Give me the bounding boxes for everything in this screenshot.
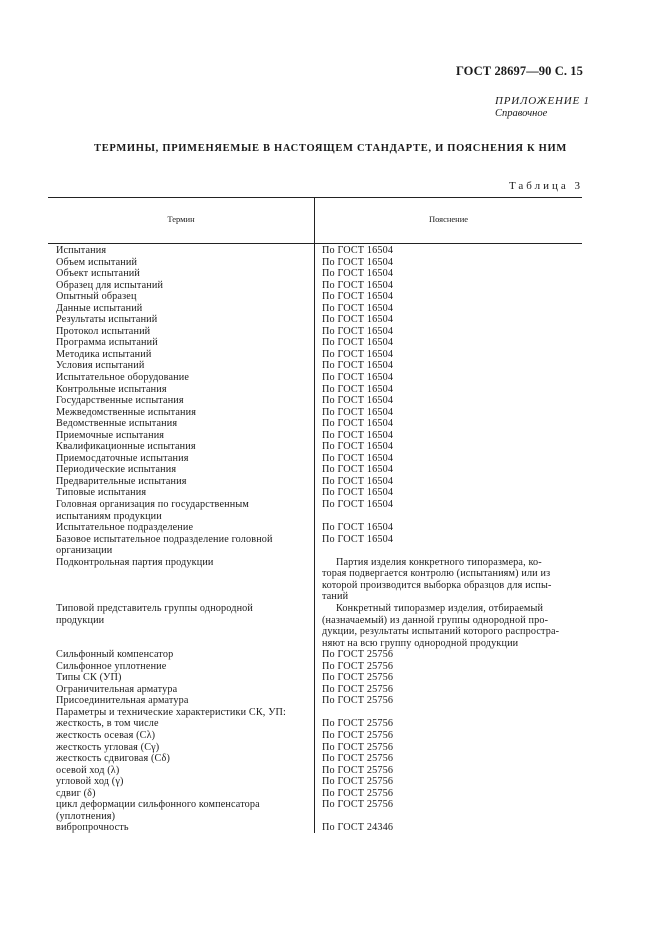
explanation-cell (314, 649, 582, 661)
explanation-cell (314, 384, 582, 396)
term-line: Испытательное подразделение (56, 522, 194, 534)
explanation-line: По ГОСТ 16504 (322, 499, 394, 511)
term-cell (48, 499, 314, 522)
term-cell (48, 291, 314, 303)
term-cell (48, 453, 314, 465)
term-line: Предварительные испытания (56, 475, 187, 487)
explanation-line: По ГОСТ 25756 (322, 683, 394, 695)
explanation-line: (назначаемый) из данной группы однородной про- (322, 614, 549, 626)
explanation-cell (314, 372, 582, 384)
explanation-line: По ГОСТ 16504 (322, 383, 394, 395)
term-line: Условия испытаний (56, 360, 145, 372)
explanation-line: По ГОСТ 16504 (322, 291, 394, 303)
term-cell (48, 441, 314, 453)
term-line: Программа испытаний (56, 337, 158, 349)
explanation-line: По ГОСТ 25756 (322, 672, 394, 684)
table-row (48, 534, 582, 557)
term-cell (48, 776, 314, 788)
explanation-cell (314, 337, 582, 349)
column-header-explanation: Пояснение (428, 214, 469, 224)
table-row (48, 418, 582, 430)
explanation-line: которой производится выборка образцов для испы- (322, 579, 552, 591)
term-cell (48, 753, 314, 765)
explanation-line: По ГОСТ 16504 (322, 256, 394, 268)
explanation-line: таний (322, 591, 349, 603)
explanation-cell (314, 453, 582, 465)
explanation-cell (314, 441, 582, 453)
term-line: Типовой представитель группы однородной (56, 602, 254, 614)
term-line: Протокол испытаний (56, 325, 151, 337)
explanation-cell (314, 280, 582, 292)
explanation-line: По ГОСТ 16504 (322, 314, 394, 326)
explanation-line: Конкретный типоразмер изделия, отбираемый (336, 602, 544, 614)
explanation-cell (314, 730, 582, 742)
term-cell (48, 672, 314, 684)
explanation-line: дукции, результаты испытаний которого распростра- (322, 626, 560, 638)
explanation-cell (314, 707, 582, 719)
table-row (48, 384, 582, 396)
explanation-cell (314, 291, 582, 303)
table-row (48, 649, 582, 661)
explanation-line: По ГОСТ 24346 (322, 822, 394, 834)
term-line: Приемочные испытания (56, 429, 165, 441)
term-cell (48, 718, 314, 730)
term-cell (48, 603, 314, 649)
explanation-line: По ГОСТ 16504 (322, 279, 394, 291)
explanation-cell (314, 245, 582, 257)
term-cell (48, 245, 314, 257)
term-cell (48, 418, 314, 430)
term-line: жесткость сдвиговая (Cδ) (56, 753, 170, 765)
explanation-line: По ГОСТ 16504 (322, 452, 394, 464)
term-line: (уплотнения) (56, 810, 116, 822)
table-row (48, 661, 582, 673)
explanation-cell (314, 753, 582, 765)
term-line: вибропрочность (56, 822, 129, 834)
table-row (48, 684, 582, 696)
term-line: Ведомственные испытания (56, 418, 178, 430)
explanation-cell (314, 684, 582, 696)
term-line: Контрольные испытания (56, 383, 167, 395)
explanation-cell (314, 257, 582, 269)
explanation-cell (314, 534, 582, 557)
table-row (48, 314, 582, 326)
term-cell (48, 476, 314, 488)
explanation-line: По ГОСТ 16504 (322, 325, 394, 337)
term-cell (48, 765, 314, 777)
explanation-line: По ГОСТ 25756 (322, 799, 394, 811)
term-line: Государственные испытания (56, 395, 184, 407)
table-row (48, 291, 582, 303)
table-row (48, 718, 582, 730)
appendix-type: Справочное (495, 108, 548, 119)
table-row (48, 268, 582, 280)
term-cell (48, 522, 314, 534)
term-cell (48, 349, 314, 361)
explanation-cell (314, 765, 582, 777)
table-row (48, 603, 582, 649)
term-line: Головная организация по государственным (56, 499, 249, 511)
table-row (48, 453, 582, 465)
explanation-cell (314, 407, 582, 419)
explanation-cell (314, 268, 582, 280)
term-cell (48, 268, 314, 280)
term-cell (48, 407, 314, 419)
explanation-line: По ГОСТ 25756 (322, 741, 394, 753)
explanation-line: По ГОСТ 25756 (322, 718, 394, 730)
table-row (48, 557, 582, 603)
terms-table (48, 197, 582, 833)
term-line: организации (56, 545, 113, 557)
term-line: жесткость осевая (Cλ) (56, 729, 156, 741)
explanation-line: По ГОСТ 16504 (322, 406, 394, 418)
term-cell (48, 372, 314, 384)
explanation-line: По ГОСТ 25756 (322, 753, 394, 765)
table-body (48, 245, 582, 834)
term-cell (48, 707, 314, 719)
table-row (48, 730, 582, 742)
term-cell (48, 280, 314, 292)
term-cell (48, 464, 314, 476)
term-cell (48, 314, 314, 326)
table-number: Таблица 3 (508, 180, 583, 192)
explanation-line: По ГОСТ 16504 (322, 245, 394, 256)
term-cell (48, 730, 314, 742)
term-cell (48, 661, 314, 673)
explanation-cell (314, 303, 582, 315)
table-row (48, 695, 582, 707)
explanation-line: По ГОСТ 25756 (322, 649, 394, 661)
table-row (48, 707, 582, 719)
table-row (48, 799, 582, 822)
term-line: Опытный образец (56, 291, 137, 303)
table-row (48, 360, 582, 372)
explanation-line: Партия изделия конкретного типоразмера, ко- (336, 556, 542, 568)
explanation-line: По ГОСТ 25756 (322, 787, 394, 799)
table-top-rule (48, 197, 582, 198)
standard-page-number: ГОСТ 28697—90 С. 15 (455, 64, 583, 78)
explanation-line: По ГОСТ 16504 (322, 348, 394, 360)
explanation-line: По ГОСТ 25756 (322, 729, 394, 741)
table-row (48, 742, 582, 754)
explanation-line: По ГОСТ 16504 (322, 441, 394, 453)
explanation-line: По ГОСТ 16504 (322, 464, 394, 476)
explanation-cell (314, 661, 582, 673)
table-row (48, 464, 582, 476)
explanation-cell (314, 464, 582, 476)
term-cell (48, 695, 314, 707)
table-row (48, 395, 582, 407)
explanation-line: По ГОСТ 25756 (322, 776, 394, 788)
explanation-line: По ГОСТ 16504 (322, 475, 394, 487)
explanation-cell (314, 603, 582, 649)
term-cell (48, 326, 314, 338)
explanation-cell (314, 418, 582, 430)
table-row (48, 672, 582, 684)
term-line: Типы СК (УП) (56, 672, 122, 684)
explanation-line: По ГОСТ 25756 (322, 695, 394, 707)
table-row (48, 407, 582, 419)
term-cell (48, 430, 314, 442)
explanation-cell (314, 522, 582, 534)
term-cell (48, 557, 314, 603)
term-line: Испытательное оборудование (56, 372, 190, 384)
term-cell (48, 799, 314, 822)
table-row (48, 487, 582, 499)
term-line: Подконтрольная партия продукции (56, 556, 214, 568)
table-row (48, 788, 582, 800)
table-row (48, 245, 582, 257)
term-line: Сильфонное уплотнение (56, 660, 167, 672)
term-cell (48, 684, 314, 696)
explanation-cell (314, 499, 582, 522)
explanation-line: По ГОСТ 16504 (322, 337, 394, 349)
term-line: сдвиг (δ) (56, 787, 96, 799)
term-line: Испытания (56, 245, 107, 256)
explanation-line: По ГОСТ 16504 (322, 429, 394, 441)
table-row (48, 476, 582, 488)
explanation-cell (314, 695, 582, 707)
term-line: Данные испытаний (56, 302, 143, 314)
table-row (48, 499, 582, 522)
explanation-cell (314, 326, 582, 338)
term-cell (48, 487, 314, 499)
term-line: Сильфонный компенсатор (56, 649, 174, 661)
term-cell (48, 360, 314, 372)
explanation-line: По ГОСТ 16504 (322, 302, 394, 314)
explanation-line: По ГОСТ 16504 (322, 418, 394, 430)
explanation-line: По ГОСТ 25756 (322, 764, 394, 776)
explanation-line: По ГОСТ 16504 (322, 533, 394, 545)
term-line: испытаниям продукции (56, 510, 162, 522)
term-cell (48, 395, 314, 407)
table-row (48, 337, 582, 349)
explanation-cell (314, 430, 582, 442)
term-line: жесткость угловая (Cγ) (56, 741, 160, 753)
appendix-label: ПРИЛОЖЕНИЕ 1 (495, 95, 590, 107)
term-line: Объект испытаний (56, 268, 141, 280)
table-row (48, 522, 582, 534)
term-line: Методика испытаний (56, 348, 152, 360)
explanation-line: торая подвергается контролю (испытаниям) или из (322, 568, 551, 580)
term-cell (48, 534, 314, 557)
term-cell (48, 788, 314, 800)
term-cell (48, 257, 314, 269)
term-line: продукции (56, 614, 105, 626)
table-row (48, 441, 582, 453)
table-row (48, 326, 582, 338)
term-line: угловой ход (γ) (56, 776, 124, 788)
term-cell (48, 384, 314, 396)
explanation-cell (314, 788, 582, 800)
term-line: Ограничительная арматура (56, 683, 178, 695)
explanation-line: По ГОСТ 25756 (322, 660, 394, 672)
term-line: Образец для испытаний (56, 279, 164, 291)
table-row (48, 257, 582, 269)
term-line: Результаты испытаний (56, 314, 158, 326)
explanation-cell (314, 718, 582, 730)
table-row (48, 349, 582, 361)
term-line: Квалификационные испытания (56, 441, 196, 453)
explanation-cell (314, 360, 582, 372)
explanation-cell (314, 799, 582, 822)
explanation-line: По ГОСТ 16504 (322, 268, 394, 280)
explanation-cell (314, 776, 582, 788)
term-cell (48, 303, 314, 315)
table-header-rule (48, 243, 582, 244)
term-cell (48, 742, 314, 754)
table-row (48, 303, 582, 315)
term-line: Межведомственные испытания (56, 406, 197, 418)
explanation-cell (314, 395, 582, 407)
term-line: цикл деформации сильфонного компенсатора (56, 799, 260, 811)
table-row (48, 372, 582, 384)
explanation-cell (314, 822, 582, 834)
explanation-line: По ГОСТ 16504 (322, 522, 394, 534)
term-line: Базовое испытательное подразделение головной (56, 533, 273, 545)
explanation-cell (314, 487, 582, 499)
table-row (48, 430, 582, 442)
term-line: Периодические испытания (56, 464, 177, 476)
explanation-cell (314, 557, 582, 603)
table-row (48, 280, 582, 292)
explanation-cell (314, 314, 582, 326)
term-line: Присоединительная арматура (56, 695, 189, 707)
term-line: осевой ход (λ) (56, 764, 120, 776)
term-cell (48, 649, 314, 661)
table-row (48, 822, 582, 834)
explanation-line: По ГОСТ 16504 (322, 372, 394, 384)
table-row (48, 776, 582, 788)
term-line: Объем испытаний (56, 256, 138, 268)
term-cell (48, 822, 314, 834)
term-line: Приемосдаточные испытания (56, 452, 189, 464)
explanation-cell (314, 349, 582, 361)
column-header-term: Термин (167, 214, 195, 224)
term-cell (48, 337, 314, 349)
term-line: Типовые испытания (56, 487, 147, 499)
explanation-cell (314, 742, 582, 754)
term-line: Параметры и технические характеристики СК, УП: (56, 706, 287, 718)
table-row (48, 765, 582, 777)
explanation-line: няют на всю группу однородной продукции (322, 637, 519, 649)
table-row (48, 753, 582, 765)
explanation-cell (314, 672, 582, 684)
page-title: ТЕРМИНЫ, ПРИМЕНЯЕМЫЕ В НАСТОЯЩЕМ СТАНДАРТЕ, И ПОЯСНЕНИЯ К НИМ (94, 143, 567, 154)
explanation-line: По ГОСТ 16504 (322, 487, 394, 499)
explanation-line (322, 707, 582, 719)
explanation-cell (314, 476, 582, 488)
explanation-line: По ГОСТ 16504 (322, 360, 394, 372)
explanation-line: По ГОСТ 16504 (322, 395, 394, 407)
term-line: жесткость, в том числе (56, 718, 159, 730)
